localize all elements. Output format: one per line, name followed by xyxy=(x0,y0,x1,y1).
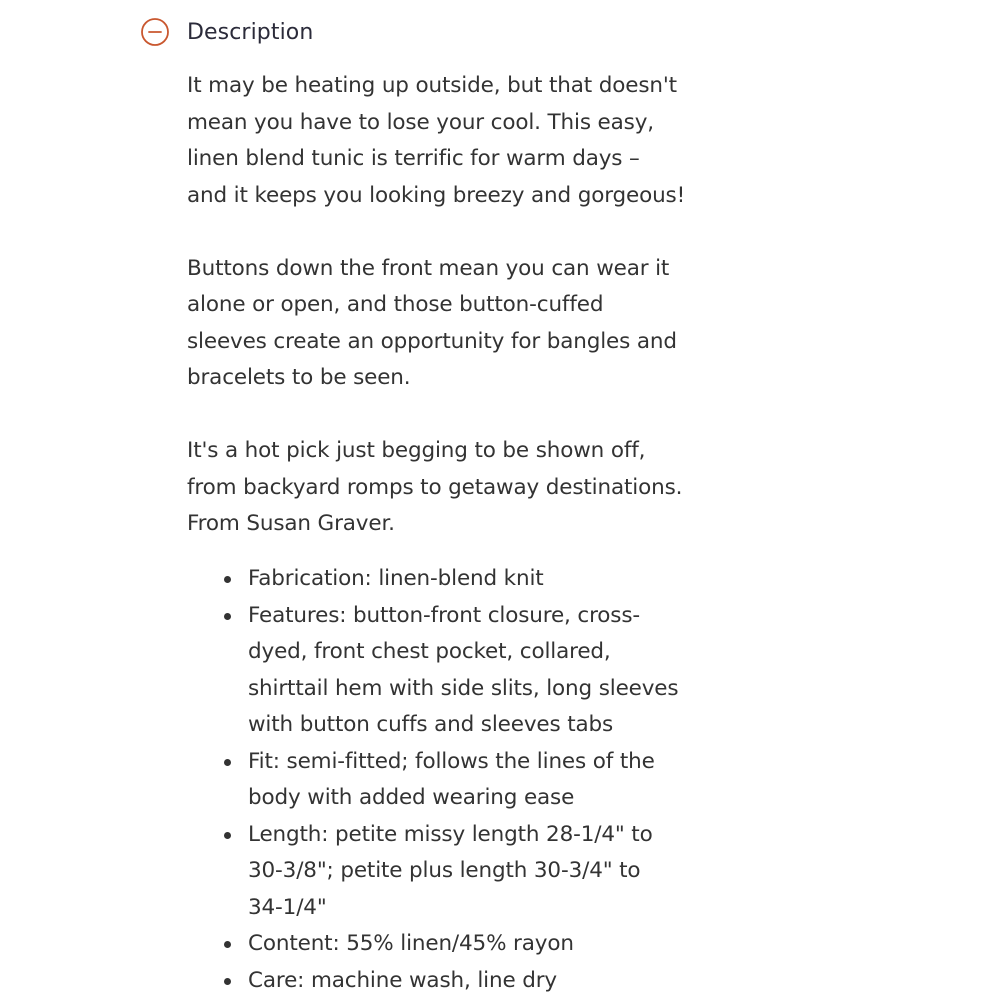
paragraph-line: linen blend tunic is terrific for warm days – xyxy=(187,146,640,171)
description-paragraph xyxy=(187,433,747,543)
list-item xyxy=(187,926,747,963)
spec-line: with button cuffs and sleeves tabs xyxy=(248,712,614,737)
spec-line: dyed, front chest pocket, collared, xyxy=(248,639,611,664)
paragraph-line: sleeves create an opportunity for bangles and xyxy=(187,328,677,354)
paragraph-line: alone or open, and those button-cuffed xyxy=(187,292,604,317)
list-item xyxy=(187,817,747,927)
bullet-icon xyxy=(224,576,231,583)
bullet-icon xyxy=(224,613,231,620)
spec-line: Content: 55% linen/45% rayon xyxy=(248,931,574,956)
description-paragraph xyxy=(187,251,747,397)
paragraph-line: It's a hot pick just begging to be shown off, xyxy=(187,438,646,463)
bullet-icon xyxy=(224,941,231,948)
spec-line: Care: machine wash, line dry xyxy=(248,967,557,993)
spec-line: Features: button-front closure, cross- xyxy=(248,602,641,628)
bullet-icon xyxy=(224,832,231,839)
paragraph-line: mean you have to lose your cool. This easy, xyxy=(187,109,654,135)
description-paragraph xyxy=(187,68,747,214)
spec-line: Fabrication: linen-blend knit xyxy=(248,566,544,591)
bullet-icon xyxy=(224,978,231,985)
spec-line: Fit: semi-fitted; follows the lines of the xyxy=(248,748,655,774)
list-item xyxy=(187,744,747,817)
spec-line: 34-1/4" xyxy=(248,894,327,920)
list-item xyxy=(187,598,747,744)
list-item xyxy=(187,963,747,1000)
paragraph-line: It may be heating up outside, but that doesn't xyxy=(187,73,677,98)
paragraph-line: and it keeps you looking breezy and gorgeous! xyxy=(187,182,686,208)
description-toggle[interactable] xyxy=(140,14,313,50)
spec-line: Length: petite missy length 28-1/4" to xyxy=(248,821,653,847)
paragraph-line: From Susan Graver. xyxy=(187,511,395,536)
paragraph-line: Buttons down the front mean you can wear it xyxy=(187,255,670,281)
spec-line: body with added wearing ease xyxy=(248,785,575,810)
spec-line: 30-3/8"; petite plus length 30-3/4" to xyxy=(248,858,641,883)
section-title: Description xyxy=(187,19,314,45)
list-item xyxy=(187,561,747,598)
bullet-icon xyxy=(224,759,231,766)
spec-line: shirttail hem with side slits, long sleeves xyxy=(248,675,679,701)
minus-circle-icon[interactable] xyxy=(140,17,170,47)
paragraph-line: from backyard romps to getaway destinations. xyxy=(187,474,683,500)
paragraph-line: bracelets to be seen. xyxy=(187,365,411,390)
spec-list xyxy=(187,561,747,999)
description-body xyxy=(187,68,747,999)
